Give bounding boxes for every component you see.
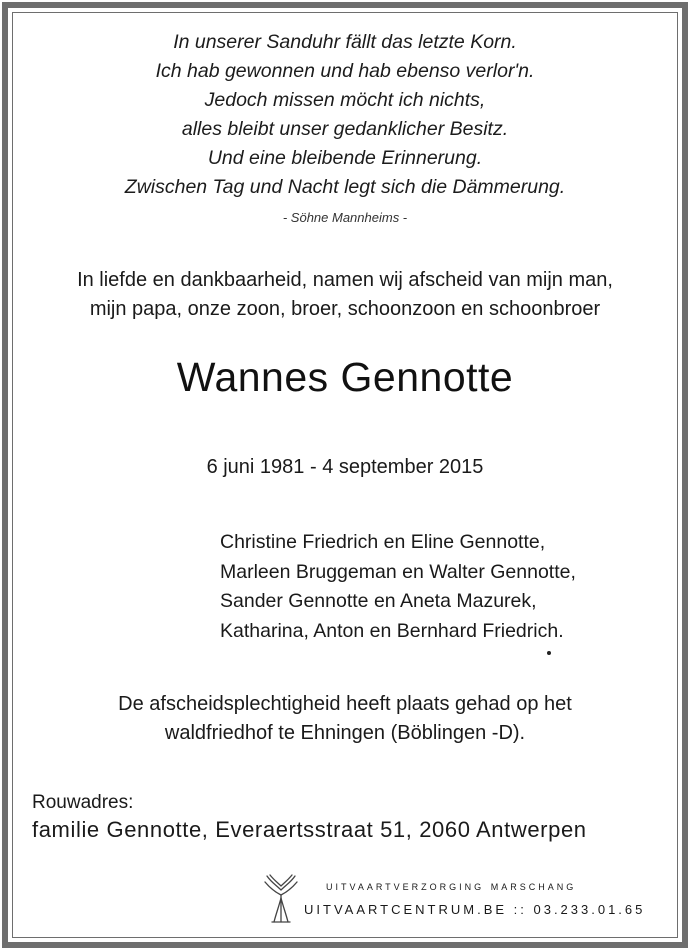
address-value: familie Gennotte, Everaertsstraat 51, 2060 Antwerpen <box>32 817 587 842</box>
ceremony-text <box>20 690 670 748</box>
stray-dot <box>547 651 551 655</box>
ceremony-line: De afscheidsplechtigheid heeft plaats gehad op het <box>118 693 572 715</box>
life-dates: 6 juni 1981 - 4 september 2015 <box>206 456 484 478</box>
family-member-line: Christine Friedrich en Eline Gennotte, <box>220 531 546 553</box>
intro-line: In liefde en dankbaarheid, namen wij afscheid van mijn man, <box>77 269 613 291</box>
poem-attribution: - Söhne Mannheims - <box>282 210 408 225</box>
family-member-line: Sander Gennotte en Aneta Mazurek, <box>220 590 537 612</box>
funeral-home-name: uitvaartverzorging marschang <box>326 878 577 893</box>
poem-line: Und eine bleibende Erinnerung. <box>207 147 483 169</box>
poem-line: Jedoch missen möcht ich nichts, <box>204 89 486 111</box>
intro-line: mijn papa, onze zoon, broer, schoonzoon en schoonbroer <box>89 298 601 320</box>
family-member-line: Marleen Bruggeman en Walter Gennotte, <box>220 560 576 583</box>
poem-line: alles bleibt unser gedanklicher Besitz. <box>181 118 509 140</box>
poem <box>20 28 670 202</box>
ceremony-line: waldfriedhof te Ehningen (Böblingen -D). <box>164 722 526 744</box>
poem-line: Zwischen Tag und Nacht legt sich die Dämmerung. <box>124 176 566 198</box>
poem-line: Ich hab gewonnen und hab ebenso verlor'n. <box>155 60 535 82</box>
deceased-name: Wannes Gennotte <box>176 354 514 400</box>
address-label: Rouwadres: <box>32 792 134 813</box>
intro-text <box>20 266 670 324</box>
poem-line: In unserer Sanduhr fällt das letzte Korn. <box>173 31 517 53</box>
funeral-home-contact: UITVAARTCENTRUM.BE :: 03.233.01.65 <box>304 902 646 917</box>
family-list <box>220 528 660 646</box>
funeral-home-logo-icon <box>262 870 300 926</box>
family-member-line: Katharina, Anton en Bernhard Friedrich. <box>220 619 564 642</box>
